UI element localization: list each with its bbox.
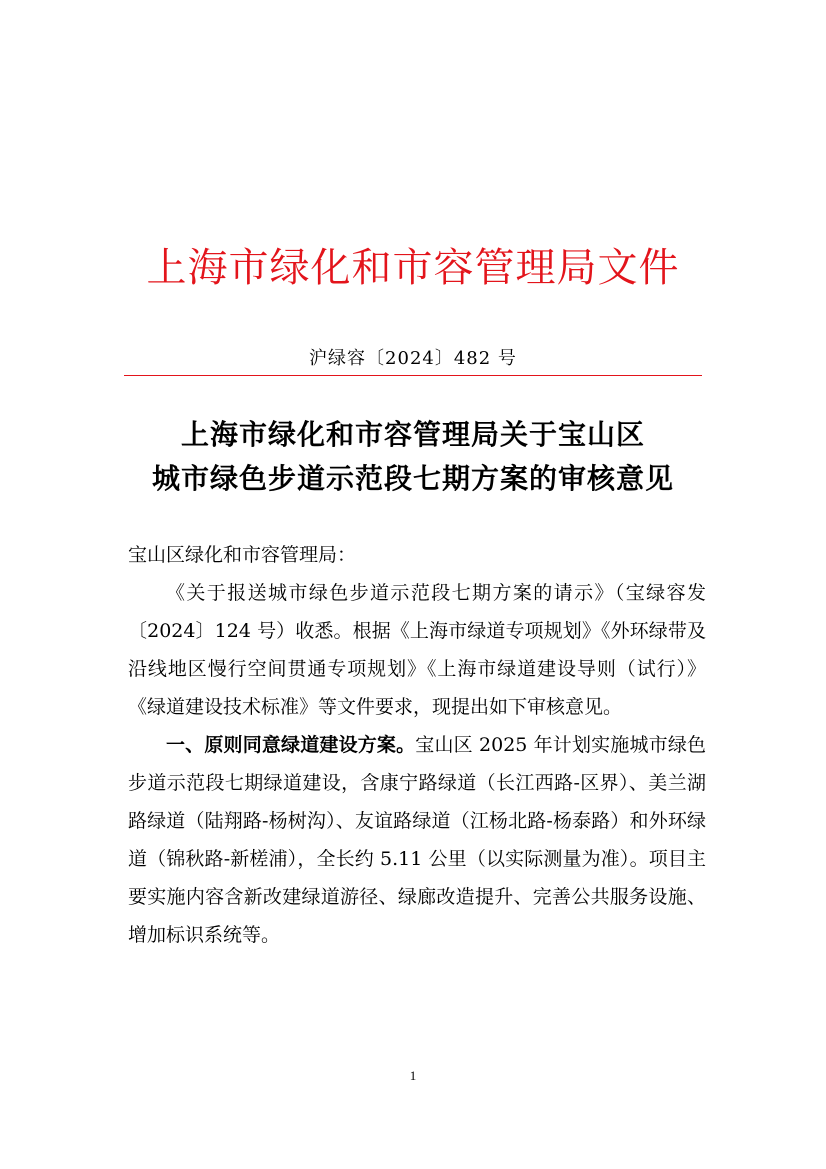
document-number: 沪绿容〔2024〕482 号 (309, 348, 517, 369)
masthead-title: 上海市绿化和市容管理局文件 (146, 245, 680, 291)
paragraph-2-heading: 一、原则同意绿道建设方案。 (166, 734, 416, 756)
document-title (0, 413, 826, 501)
title-line-2: 城市绿色步道示范段七期方案的审核意见 (151, 462, 674, 495)
paragraph-1: 《关于报送城市绿色步道示范段七期方案的请示》（宝绿容发〔2024〕124 号）收悉。根据《上海市绿道专项规划》《外环绿带及沿线地区慢行空间贯通专项规划》《上海市绿道建设导则（试行）》《绿道建设技术标准》等文件要求，现提出如下审核意见。 (128, 582, 706, 718)
page-number: 1 (409, 1068, 417, 1083)
salutation: 宝山区绿化和市容管理局： (128, 544, 357, 566)
paragraph-2-text: 宝山区 2025 年计划实施城市绿色步道示范段七期绿道建设，含康宁路绿道（长江西路-区界）、美兰湖路绿道（陆翔路-杨树沟）、友谊路绿道（江杨北路-杨泰路）和外环绿道（锦秋路-新槎浦），全长约 5.11 公里（以实际测量为准）。项目主要实施内容含新改建绿道游径、绿廊改造提升、完善公共服务设施、增加标识系统等。 (128, 734, 706, 946)
document-body (128, 536, 706, 954)
paragraph-2 (128, 726, 706, 954)
title-line-1: 上海市绿化和市容管理局关于宝山区 (180, 418, 645, 451)
red-divider-line (124, 375, 702, 376)
